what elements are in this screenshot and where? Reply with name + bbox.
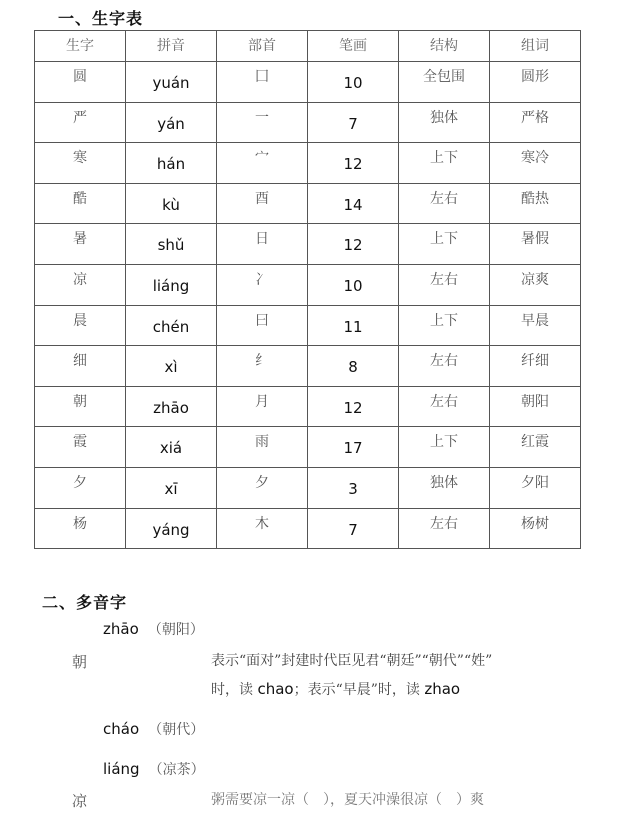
table-cell-structure-text: 独体 [430, 474, 458, 491]
table-cell-char [35, 143, 126, 184]
table-cell-char-text: 夕 [73, 474, 87, 491]
table-cell-words [490, 467, 581, 508]
table-cell-radical-text: 一 [255, 109, 269, 126]
table-cell-char-text: 酷 [73, 190, 87, 207]
polyphone-note-line2 [211, 679, 460, 699]
note-pinyin: zhao [424, 680, 461, 698]
reading-example: （朝阳） [147, 622, 204, 638]
table-cell-pinyin-text: xì [164, 358, 178, 377]
table-cell-pinyin [126, 102, 217, 143]
table-cell-pinyin-text: yáng [152, 520, 190, 539]
table-cell-strokes-text: 11 [343, 317, 363, 336]
table-cell-pinyin-text: yuán [152, 74, 190, 92]
table-cell-strokes-text: 14 [343, 195, 363, 214]
table-row [35, 143, 581, 184]
table-cell-pinyin-text: xī [164, 479, 178, 498]
table-header-row [35, 31, 581, 62]
table-cell-structure-text: 独体 [430, 109, 458, 126]
table-cell-char [35, 467, 126, 508]
header-pinyin: 拼音 [126, 31, 217, 62]
table-row [35, 102, 581, 143]
table-cell-pinyin [126, 427, 217, 468]
table-cell-pinyin [126, 143, 217, 184]
table-cell-radical-text: 囗 [255, 69, 269, 85]
polyphone-reading [103, 759, 205, 779]
table-cell-char-text: 杨 [73, 515, 87, 532]
table-cell-char-text: 凉 [73, 271, 87, 288]
table-cell-pinyin [126, 467, 217, 508]
table-cell-words [490, 102, 581, 143]
polyphone-reading [103, 719, 204, 739]
table-cell-pinyin-text: liáng [152, 276, 190, 295]
polyphone-note-line1: 粥需要凉一凉（ ），夏天冲澡很凉（ ）爽 [211, 792, 484, 808]
reading-pinyin: liáng [103, 760, 140, 778]
table-cell-words-text: 圆形 [521, 69, 549, 85]
header-structure: 结构 [399, 31, 490, 62]
note-text: 时，读 [211, 682, 258, 698]
table-cell-words [490, 224, 581, 265]
table-cell-structure [399, 143, 490, 184]
table-cell-pinyin [126, 224, 217, 265]
table-cell-strokes [308, 102, 399, 143]
table-cell-structure [399, 427, 490, 468]
table-cell-strokes-text: 8 [348, 358, 358, 377]
table-cell-pinyin [126, 508, 217, 549]
table-cell-radical [217, 264, 308, 305]
table-cell-structure [399, 264, 490, 305]
table-cell-structure [399, 224, 490, 265]
header-strokes: 笔画 [308, 31, 399, 62]
table-cell-radical [217, 183, 308, 224]
table-cell-char [35, 183, 126, 224]
table-cell-structure-text: 左右 [430, 393, 458, 410]
table-row [35, 508, 581, 549]
table-row [35, 386, 581, 427]
table-cell-strokes-text: 7 [348, 114, 358, 133]
table-cell-structure-text: 上下 [430, 312, 458, 329]
table-cell-strokes-text: 12 [343, 236, 363, 255]
table-cell-strokes [308, 386, 399, 427]
table-cell-words-text: 朝阳 [521, 393, 549, 410]
table-cell-structure-text: 左右 [430, 515, 458, 532]
table-cell-pinyin-text: zhāo [153, 398, 189, 417]
table-cell-words [490, 264, 581, 305]
table-cell-char [35, 102, 126, 143]
table-cell-words [490, 62, 581, 103]
table-cell-pinyin [126, 346, 217, 387]
header-radical: 部首 [217, 31, 308, 62]
table-cell-strokes-text: 3 [348, 479, 358, 498]
table-cell-pinyin [126, 305, 217, 346]
table-cell-strokes [308, 305, 399, 346]
section-title-char-table: 一、生字表 [58, 9, 144, 28]
table-cell-pinyin-text: chén [152, 317, 190, 336]
table-cell-strokes-text: 7 [348, 520, 358, 539]
polyphone-reading [103, 619, 204, 639]
table-cell-pinyin [126, 386, 217, 427]
table-cell-words [490, 183, 581, 224]
table-cell-pinyin-text: yán [157, 114, 185, 133]
table-cell-radical-text: 月 [255, 393, 269, 410]
table-cell-structure-text: 左右 [430, 353, 458, 370]
table-cell-strokes [308, 264, 399, 305]
table-cell-words-text: 凉爽 [521, 271, 549, 288]
table-cell-structure-text: 左右 [430, 271, 458, 288]
table-cell-radical [217, 62, 308, 103]
table-cell-radical [217, 143, 308, 184]
table-cell-words-text: 严格 [521, 109, 549, 126]
table-cell-words [490, 346, 581, 387]
table-cell-words [490, 305, 581, 346]
table-cell-char [35, 224, 126, 265]
table-cell-pinyin [126, 183, 217, 224]
table-cell-radical-text: 曰 [255, 312, 269, 329]
table-row [35, 467, 581, 508]
reading-pinyin: zhāo [103, 620, 139, 638]
table-cell-char-text: 霞 [73, 434, 87, 451]
table-cell-char [35, 427, 126, 468]
table-cell-radical-text: 雨 [255, 434, 269, 451]
header-char: 生字 [35, 31, 126, 62]
table-cell-strokes-text: 12 [343, 155, 363, 174]
table-cell-char-text: 严 [73, 109, 87, 126]
table-cell-radical-text: 纟 [255, 353, 269, 370]
table-row [35, 224, 581, 265]
table-cell-strokes-text: 17 [343, 439, 363, 458]
character-table [34, 30, 581, 549]
table-cell-char [35, 305, 126, 346]
note-text: ；表示“早晨”时，读 [293, 682, 425, 698]
table-cell-strokes [308, 346, 399, 387]
polyphone-note-line1: 表示“面对”封建时代臣见君“朝廷”“朝代”“姓” [211, 653, 493, 669]
reading-example: （凉茶） [148, 762, 205, 778]
note-pinyin: chao [257, 680, 294, 698]
table-cell-radical-text: 日 [255, 231, 269, 248]
table-cell-structure [399, 183, 490, 224]
table-cell-char [35, 508, 126, 549]
table-cell-words-text: 红霞 [521, 434, 549, 451]
table-cell-words-text: 夕阳 [521, 474, 549, 491]
table-cell-words [490, 508, 581, 549]
table-cell-radical-text: 冫 [255, 271, 269, 288]
table-cell-radical [217, 508, 308, 549]
table-cell-char-text: 圆 [73, 69, 87, 85]
table-cell-radical [217, 427, 308, 468]
polyphone-char: 朝 [72, 653, 88, 671]
table-cell-char [35, 62, 126, 103]
table-cell-pinyin-text: hán [156, 155, 186, 174]
table-cell-char [35, 346, 126, 387]
table-cell-radical-text: 酉 [255, 190, 269, 207]
reading-pinyin: cháo [103, 720, 140, 738]
table-cell-words-text: 暑假 [521, 231, 549, 248]
table-cell-strokes [308, 508, 399, 549]
table-cell-structure [399, 467, 490, 508]
table-cell-words-text: 酷热 [521, 190, 549, 207]
table-row [35, 427, 581, 468]
table-cell-structure-text: 上下 [430, 150, 458, 167]
table-cell-strokes [308, 467, 399, 508]
table-cell-words-text: 寒冷 [521, 150, 549, 167]
table-cell-char-text: 暑 [73, 231, 87, 248]
table-cell-radical [217, 467, 308, 508]
table-cell-strokes-text: 10 [343, 74, 363, 92]
table-cell-radical [217, 346, 308, 387]
table-cell-structure [399, 102, 490, 143]
table-cell-pinyin [126, 264, 217, 305]
table-cell-char [35, 264, 126, 305]
table-cell-structure-text: 全包围 [423, 69, 465, 85]
table-cell-radical [217, 102, 308, 143]
table-cell-char-text: 朝 [73, 393, 87, 410]
table-row [35, 264, 581, 305]
table-cell-strokes [308, 183, 399, 224]
header-words: 组词 [490, 31, 581, 62]
table-cell-pinyin-text: shǔ [157, 236, 185, 255]
table-cell-words [490, 143, 581, 184]
table-cell-radical-text: 夕 [255, 474, 269, 491]
table-cell-strokes [308, 143, 399, 184]
table-cell-words [490, 386, 581, 427]
table-cell-structure-text: 左右 [430, 190, 458, 207]
table-cell-radical [217, 224, 308, 265]
table-cell-radical-text: 宀 [255, 150, 269, 167]
section-title-polyphones: 二、多音字 [42, 593, 128, 612]
table-cell-strokes [308, 62, 399, 103]
table-row [35, 346, 581, 387]
table-cell-structure [399, 305, 490, 346]
table-row [35, 305, 581, 346]
table-cell-strokes-text: 10 [343, 276, 363, 295]
table-cell-structure [399, 62, 490, 103]
table-cell-char-text: 细 [73, 353, 87, 370]
table-cell-words-text: 纤细 [521, 353, 549, 370]
table-cell-radical [217, 386, 308, 427]
table-cell-words-text: 杨树 [521, 515, 549, 532]
table-cell-words-text: 早晨 [521, 312, 549, 329]
table-cell-char [35, 386, 126, 427]
table-cell-structure-text: 上下 [430, 434, 458, 451]
polyphone-char: 凉 [72, 792, 88, 810]
table-cell-strokes [308, 427, 399, 468]
table-cell-structure [399, 508, 490, 549]
reading-example: （朝代） [148, 722, 205, 738]
table-cell-pinyin-text: xiá [159, 439, 183, 458]
table-cell-radical [217, 305, 308, 346]
table-row [35, 183, 581, 224]
table-cell-pinyin [126, 62, 217, 103]
table-cell-structure [399, 346, 490, 387]
table-row [35, 62, 581, 103]
table-cell-structure [399, 386, 490, 427]
table-cell-strokes-text: 12 [343, 398, 363, 417]
table-cell-structure-text: 上下 [430, 231, 458, 248]
table-cell-words [490, 427, 581, 468]
table-cell-char-text: 寒 [73, 150, 87, 167]
table-cell-strokes [308, 224, 399, 265]
table-cell-char-text: 晨 [73, 312, 87, 329]
table-cell-pinyin-text: kù [162, 195, 180, 214]
table-cell-radical-text: 木 [255, 515, 269, 532]
